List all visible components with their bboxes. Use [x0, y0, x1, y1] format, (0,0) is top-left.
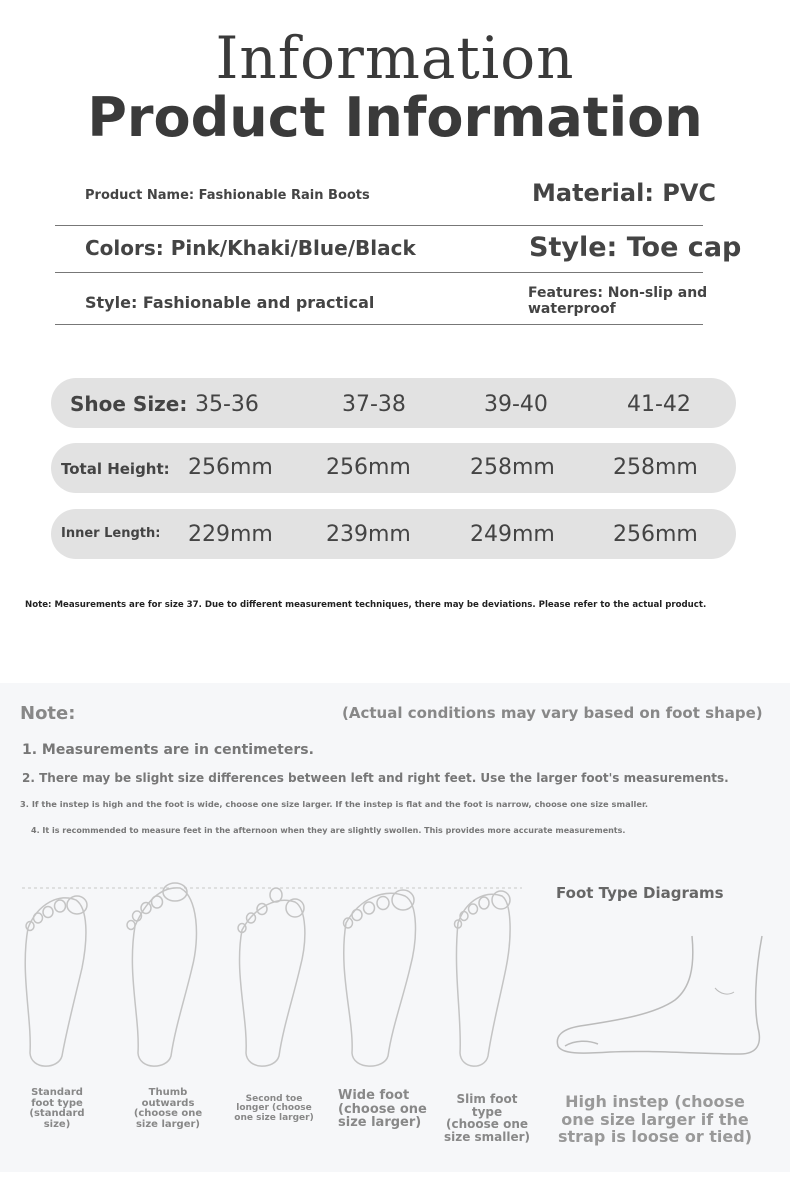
- second-toe-caption: [231, 1095, 317, 1123]
- caption-line: outwards: [141, 1097, 195, 1109]
- size-value: 37-38: [342, 392, 406, 417]
- caption-line: (choose one: [133, 1108, 203, 1119]
- caption-line: strap is loose or tied): [557, 1127, 753, 1147]
- height-row: [51, 443, 736, 493]
- features-line-1: Features: Non-slip and: [528, 285, 708, 301]
- foot-type-diagrams-title: Foot Type Diagrams: [556, 884, 724, 902]
- measurement-note: Note: Measurements are for size 37. Due to different measurement techniques, there may be deviations. Please refer to the actual product.: [25, 600, 707, 610]
- caption-line: High instep (choose: [565, 1092, 745, 1111]
- product-name: Product Name: Fashionable Rain Boots: [85, 188, 370, 203]
- standard-foot-caption: [22, 1088, 92, 1130]
- slim-foot-caption: [440, 1093, 534, 1143]
- total-height-label: Total Height:: [61, 460, 170, 478]
- style-text: Style: Fashionable and practical: [85, 293, 375, 312]
- height-value: 256mm: [326, 455, 411, 480]
- page-title-light: Information: [215, 24, 575, 92]
- high-instep-caption: [555, 1093, 755, 1146]
- slim-foot-icon: [455, 891, 511, 1066]
- height-value: 256mm: [188, 455, 273, 480]
- tip-1: 1. Measurements are in centimeters.: [22, 742, 314, 758]
- caption-line: size): [43, 1118, 71, 1130]
- inner-value: 239mm: [326, 522, 411, 547]
- caption-line: Thumb: [148, 1087, 188, 1098]
- caption-line: one size larger): [234, 1112, 314, 1123]
- inner-length-row: [51, 509, 736, 559]
- colors: Colors: Pink/Khaki/Blue/Black: [85, 236, 416, 260]
- caption-line: Second toe: [245, 1094, 303, 1104]
- features-line-2: waterproof: [528, 301, 616, 317]
- style-toe: Style: Toe cap: [529, 232, 742, 263]
- caption-line: longer (choose: [236, 1103, 312, 1114]
- high-instep-foot-icon: [550, 928, 770, 1063]
- inner-value: 256mm: [613, 522, 698, 547]
- caption-line: (standard: [29, 1108, 85, 1119]
- inner-value: 249mm: [470, 522, 555, 547]
- note-heading: Note:: [20, 703, 76, 724]
- inner-length-label: Inner Length:: [61, 526, 161, 541]
- tip-2: 2. There may be slight size differences between left and right feet. Use the larger foot's measurements.: [22, 771, 729, 785]
- caption-line: size smaller): [443, 1129, 531, 1144]
- caption-line: size larger): [135, 1118, 200, 1130]
- thumb-outwards-foot-icon: [127, 883, 196, 1066]
- info-row-colors: [55, 226, 742, 273]
- caption-line: Wide foot: [338, 1088, 410, 1103]
- thumb-outwards-caption: [130, 1088, 206, 1130]
- features: [528, 285, 707, 317]
- standard-foot-icon: [25, 896, 87, 1066]
- shoe-size-label: Shoe Size:: [70, 392, 188, 416]
- note-subheading: (Actual conditions may vary based on foot shape): [342, 704, 763, 722]
- wide-foot-caption: [338, 1089, 434, 1130]
- caption-line: size larger): [338, 1115, 422, 1131]
- caption-line: foot type: [31, 1097, 83, 1109]
- material: Material: PVC: [532, 179, 717, 207]
- tip-3: 3. If the instep is high and the foot is wide, choose one size larger. If the instep is flat and the foot is narrow, choose one size smaller.: [20, 799, 649, 809]
- caption-line: Slim foot type: [456, 1092, 518, 1119]
- caption-line: Standard: [31, 1087, 83, 1098]
- tip-4: 4. It is recommended to measure feet in the afternoon when they are slightly swollen. This provides more accurate measurements.: [31, 826, 626, 835]
- caption-line: (choose one: [338, 1101, 427, 1117]
- height-value: 258mm: [613, 455, 698, 480]
- caption-line: one size larger if the: [561, 1109, 749, 1129]
- info-row-style: [55, 273, 708, 325]
- height-value: 258mm: [470, 455, 555, 480]
- foot-types-illustration: [10, 878, 530, 1078]
- wide-foot-icon: [344, 890, 416, 1066]
- notes-panel: [0, 683, 790, 1172]
- size-value: 39-40: [484, 392, 548, 417]
- size-value: 35-36: [195, 392, 259, 417]
- second-toe-foot-icon: [238, 888, 305, 1066]
- page-title: Product Information: [87, 86, 703, 149]
- size-row: [51, 378, 736, 428]
- info-row-name: [55, 172, 717, 226]
- inner-value: 229mm: [188, 522, 273, 547]
- size-value: 41-42: [627, 392, 691, 417]
- caption-line: (choose one: [445, 1117, 528, 1132]
